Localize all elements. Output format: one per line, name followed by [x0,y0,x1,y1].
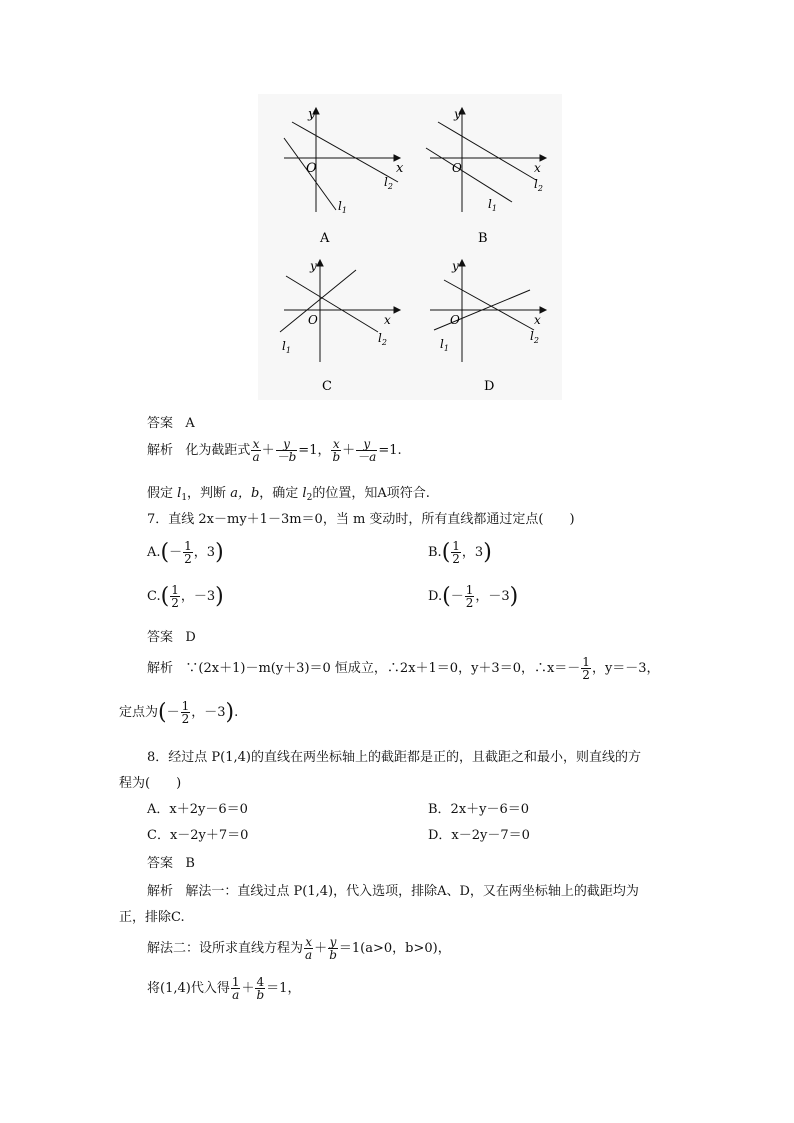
line-l2 [286,276,378,332]
q8-stem-line1: 8．经过点 P(1,4)的直线在两坐标轴上的截距都是正的，且截距之和最小，则直线的方 [147,750,641,765]
figure-caption: A [320,231,330,244]
svg-text:O: O [452,161,462,175]
line-l1 [426,148,512,202]
svg-text:y: y [454,107,461,121]
q7-option-c: C.( $\frac{1}{2}$ ，－3) [147,583,224,610]
q7-fixed-point: 定点为(－ $\frac{1}{2}$ ，－3). [119,699,239,726]
q8-option-a: A．x＋2y－6＝0 [147,802,248,817]
q8-option-d: D．x－2y－7＝0 [428,828,530,843]
q7-analysis: 解析 ∵(2x＋1)－m(y＋3)＝0 恒成立，∴2x＋1＝0，y＋3＝0，∴x＝－ $\frac{1}{2}$ ，y＝－3， [147,655,660,682]
q6-analysis: 解析 化为截距式 $\frac{x}{a}$ ＋ $\frac{y}{-b}$ =1， $\frac{x}{b}$ ＋ $\frac{y}{-a}$ =1. [147,437,402,464]
figure-d [422,254,552,394]
l1-label: $l_1$ [338,199,347,215]
svg-text:x: x [534,313,541,327]
svg-text:C: C [322,379,332,394]
x-label: x [396,161,404,176]
q6-conclusion: 假定 $l_1$，判断 a，b，确定 $l_2$的位置，知A项符合. [147,486,430,503]
svg-text:l1: $l_1$ [488,197,497,213]
q7-option-d: D.(－ $\frac{1}{2}$ ，－3) [428,583,519,610]
q8-stem-line2: 程为( ) [119,776,182,791]
figure-panel [258,94,562,400]
svg-text:O: O [308,313,318,327]
svg-text:l1: $l_1$ [440,337,449,353]
svg-text:l1: $l_1$ [282,339,291,355]
svg-text:x: x [384,313,391,327]
l2-label: $l_2$ [384,175,393,191]
q6-answer: 答案 A [147,416,195,431]
svg-text:y: y [452,259,459,273]
svg-text:l2: $l_2$ [530,329,539,345]
q7-answer: 答案 D [147,630,196,645]
q7-option-b: B.( $\frac{1}{2}$ ，3) [428,539,492,566]
figure-b [422,104,552,244]
q7-option-a: A.(－ $\frac{1}{2}$ ，3) [147,539,224,566]
q7-stem: 7．直线 2x－my＋1－3m＝0，当 m 变动时，所有直线都通过定点( ) [147,512,575,527]
q8-substitution: 将(1,4)代入得 $\frac{1}{a}$ ＋ $\frac{4}{b}$ ＝1， [147,975,301,1002]
svg-text:D: D [484,379,495,394]
svg-text:l2: $l_2$ [378,331,387,347]
svg-text:y: y [310,259,317,273]
svg-text:l2: $l_2$ [534,177,543,193]
q8-method2: 解法二：设所求直线方程为 $\frac{x}{a}$ ＋ $\frac{y}{b}$ ＝1(a>0，b>0)， [147,935,451,962]
svg-text:O: O [450,313,460,327]
svg-text:x: x [534,161,541,175]
origin-label: O [306,161,317,176]
svg-text:B: B [478,231,488,244]
figure-c [276,254,406,394]
q8-option-c: C．x－2y＋7＝0 [147,828,249,843]
q8-method1-line2: 正，排除C. [119,910,185,925]
q8-answer: 答案 B [147,856,195,871]
figure-a [276,104,406,244]
q8-option-b: B．2x＋y－6＝0 [428,802,530,817]
q8-method1-line1: 解析 解法一：直线过点 P(1,4)，代入选项，排除A、D，又在两坐标轴上的截距均为 [147,884,639,899]
y-label: y [308,107,316,122]
